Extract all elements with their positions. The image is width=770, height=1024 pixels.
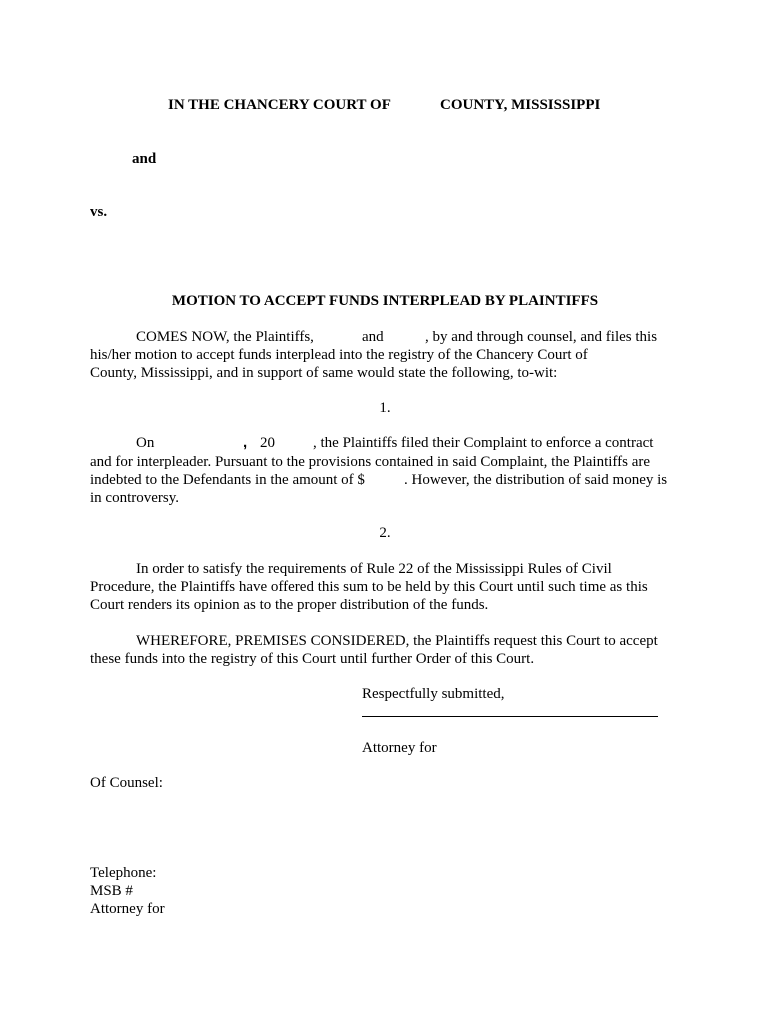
section-number-2: 2. xyxy=(379,525,391,541)
section1-line-4: in controversy. xyxy=(90,490,180,506)
intro-line-3: County, Mississippi, and in support of same would state the following, to-wit: xyxy=(90,365,558,381)
signature-line xyxy=(362,716,658,717)
section1-year: 20 xyxy=(260,435,275,451)
intro-and: and xyxy=(362,329,384,345)
telephone-label: Telephone: xyxy=(90,865,157,881)
section1-comma: , xyxy=(243,434,248,451)
court-name-left: IN THE CHANCERY COURT OF xyxy=(168,97,391,113)
section2-line-3: Court renders its opinion as to the proper distribution of the funds. xyxy=(90,597,489,613)
intro-line-2: his/her motion to accept funds interplead into the registry of the Chancery Court of xyxy=(90,347,588,363)
document-title: MOTION TO ACCEPT FUNDS INTERPLEAD BY PLAINTIFFS xyxy=(171,293,599,309)
intro-comes-now: COMES NOW, the Plaintiffs, xyxy=(136,329,314,345)
counsel-attorney-for: Attorney for xyxy=(90,901,165,917)
section1-rest: , the Plaintiffs filed their Complaint to enforce a contract xyxy=(313,435,654,451)
of-counsel-label: Of Counsel: xyxy=(90,775,163,791)
section1-line-2: and for interpleader. Pursuant to the provisions contained in said Complaint, the Plaintiffs are xyxy=(90,454,651,470)
respectfully-submitted: Respectfully submitted, xyxy=(362,686,505,702)
wherefore-line-2: these funds into the registry of this Court until further Order of this Court. xyxy=(90,651,535,667)
section1-line-3a: indebted to the Defendants in the amount of $ xyxy=(90,472,365,488)
intro-rest: , by and through counsel, and files this xyxy=(425,329,658,345)
section1-on: On xyxy=(136,435,155,451)
msb-label: MSB # xyxy=(90,883,133,899)
court-county-right: COUNTY, MISSISSIPPI xyxy=(440,97,601,113)
section-number-1: 1. xyxy=(379,400,391,416)
caption-vs: vs. xyxy=(90,204,108,220)
section1-line-3b: . However, the distribution of said money is xyxy=(404,472,668,488)
caption-and: and xyxy=(132,151,157,167)
wherefore-line-1: WHEREFORE, PREMISES CONSIDERED, the Plaintiffs request this Court to accept xyxy=(136,633,658,649)
section2-line-2: Procedure, the Plaintiffs have offered this sum to be held by this Court until such time as this xyxy=(90,579,648,595)
section2-line-1: In order to satisfy the requirements of Rule 22 of the Mississippi Rules of Civil xyxy=(136,561,612,577)
signature-attorney-for: Attorney for xyxy=(362,740,437,756)
